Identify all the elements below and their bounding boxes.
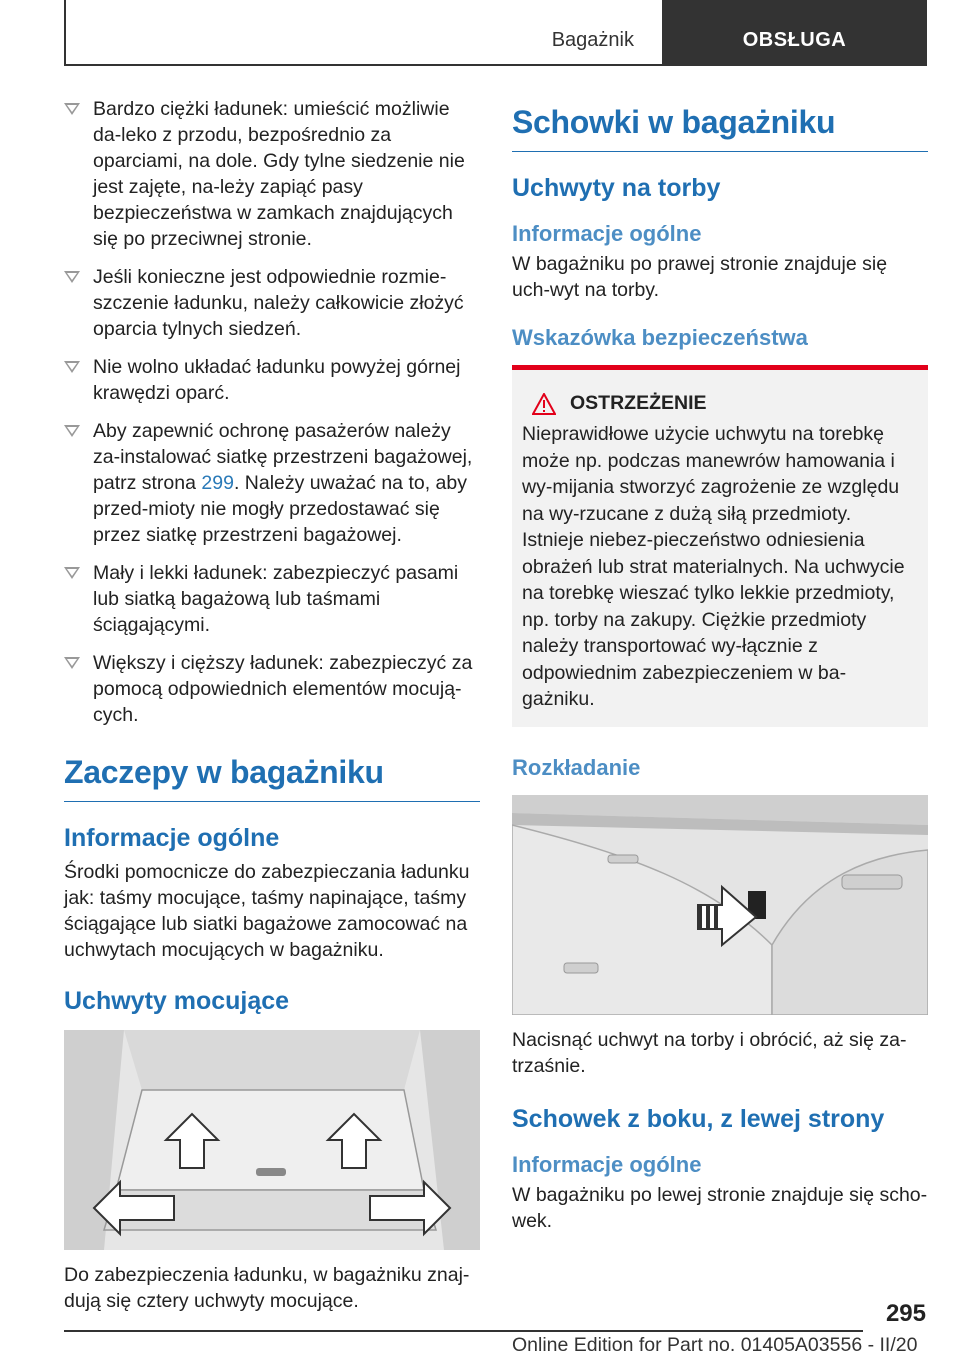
info-paragraph: Środki pomocnicze do zabezpieczania ładunku jak: taśmy mocujące, taśmy napinające, taśmy ściągające lub siatki bagażowe zamocować na uchwytach mocujących w bagażniku. [64, 861, 470, 961]
triangle-bullet-icon [64, 567, 80, 579]
warning-text: Nieprawidłowe użycie uchwytu na torebkę może np. podczas manewrów hamowania i wy-mijania stworzyć zagrożenie ze względu na wy-rzucane z dużą siłą przedmioty. Istnieje niebez-pieczeństwo odniesienia obrażeń lub strat materialnych. Na uchwycie na torebkę wieszać tylko lekkie przedmioty, np. torby na zakupy. Ciężkie przedmioty należy transportować wy-łącznie z odpowiednim zabezpieczeniem w ba-gażniku. [522, 423, 905, 710]
left-column [64, 96, 480, 1314]
left-compartment-paragraph: W bagażniku po lewej stronie znajduje się scho-wek. [512, 1183, 928, 1232]
subheading-safety: Wskazówka bezpieczeństwa [512, 325, 808, 350]
list-item: Bardzo ciężki ładunek: umieścić możliwie da-leko z przodu, bezpośrednio za oparciami, na dole. Gdy tylne siedzenie nie jest zajęte, na-leży zapiąć pasy bezpieczeństwa w zamkach znajdujących się po przeciwnej stronie. [64, 96, 480, 252]
triangle-bullet-icon [64, 657, 80, 669]
anchors-paragraph: Do zabezpieczenia ładunku, w bagażniku znaj-dują się cztery uchwyty mocujące. [64, 1264, 470, 1312]
page-reference-link[interactable]: 299 [201, 472, 234, 494]
triangle-bullet-icon [64, 103, 80, 115]
subheading-anchors: Uchwyty mocujące [64, 987, 290, 1015]
triangle-bullet-icon [64, 361, 80, 373]
unfold-paragraph: Nacisnąć uchwyt na torby i obrócić, aż się za-trzaśnie. [512, 1028, 907, 1077]
list-item: Jeśli konieczne jest odpowiednie rozmie-szczenie ładunku, należy całkowicie złożyć oparcia tylnych siedzeń. [64, 264, 480, 342]
subheading-left-compartment: Schowek z boku, z lewej strony [512, 1104, 885, 1133]
warning-box [512, 365, 928, 727]
right-column [512, 96, 928, 1234]
subheading-bag-hooks: Uchwyty na torby [512, 174, 721, 202]
page-number: 295 [885, 1300, 926, 1327]
list-item: Mały i lekki ładunek: zabezpieczyć pasami lub siatką bagażową lub taśmami ściągającymi. [64, 560, 480, 638]
footer-rule [64, 1330, 863, 1332]
warning-title: OSTRZEŻENIE [570, 392, 707, 414]
triangle-bullet-icon [64, 425, 80, 437]
list-item: Nie wolno układać ładunku powyżej górnej krawędzi oparć. [64, 354, 480, 406]
chapter-title: OBSŁUGA [742, 29, 847, 51]
section-heading-anchors: Zaczepy w bagażniku [64, 754, 480, 802]
header-rule [64, 64, 927, 66]
warning-header [532, 392, 918, 415]
bag-hook-image [512, 795, 928, 1015]
edition-footer: Online Edition for Part no. 01405A03556 - II/20 [512, 1334, 918, 1356]
hooks-paragraph: W bagażniku po prawej stronie znajduje się uch-wyt na torby. [512, 253, 888, 301]
list-item: Większy i cięższy ładunek: zabezpieczyć za pomocą odpowiednich elementów mocują-cych. [64, 650, 480, 728]
chapter-tab [662, 0, 927, 64]
trunk-anchors-image [64, 1030, 480, 1250]
subheading-info: Informacje ogólne [512, 1151, 702, 1177]
warning-triangle-icon [532, 393, 556, 415]
cargo-bullet-list [64, 96, 480, 728]
section-title: Bagażnik [551, 29, 634, 51]
subheading-unfold: Rozkładanie [512, 754, 641, 780]
triangle-bullet-icon [64, 271, 80, 283]
subheading-info: Informacje ogólne [64, 824, 280, 852]
subheading-info: Informacje ogólne [512, 221, 702, 246]
section-header [66, 0, 648, 64]
section-heading-storage: Schowki w bagażniku [512, 104, 928, 152]
list-item: Aby zapewnić ochronę pasażerów należy za-instalować siatkę przestrzeni bagażowej, patrz strona 299. Należy uważać na to, aby przed-mioty nie mogły przedostawać się przez siatkę przestrzeni bagażowej. [64, 418, 480, 548]
